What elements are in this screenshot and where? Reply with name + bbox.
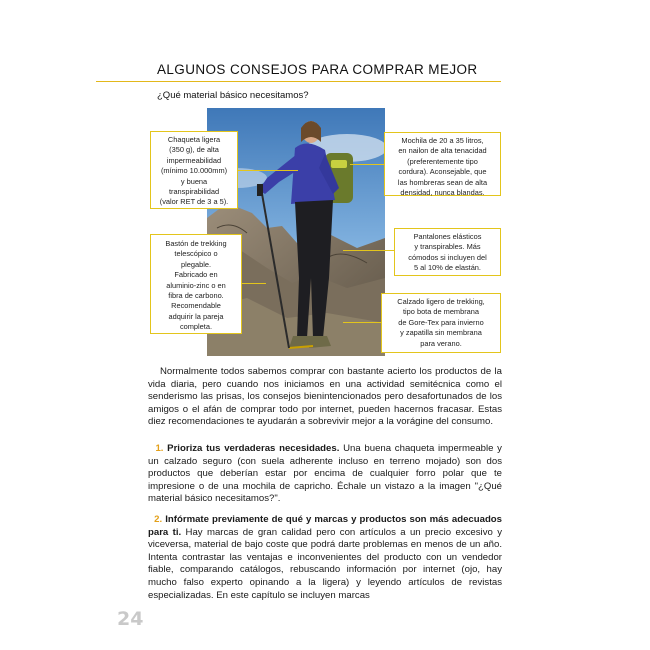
tip-title: Infórmate previamente de qué y marcas y productos son más adecuados para ti.: [148, 514, 502, 538]
chapter-title: ALGUNOS CONSEJOS PARA COMPRAR MEJOR: [157, 62, 478, 77]
callout-line: en nailon de alta tenacidad: [398, 146, 487, 156]
callout-backpack: [384, 132, 501, 196]
callout-line: impermeabilidad: [166, 155, 222, 165]
tip-title: Prioriza tus verdaderas necesidades.: [167, 443, 340, 454]
callout-line: de Gore-Tex para invierno: [398, 317, 484, 327]
callout-line: densidad, nunca blandas.: [400, 188, 485, 198]
tip-1-paragraph: [148, 443, 502, 506]
callout-line: 5 al 10% de elastán.: [414, 263, 481, 273]
callout-line: tipo bota de membrana: [402, 307, 479, 317]
connector-line: [242, 283, 266, 284]
callout-line: Mochila de 20 a 35 litros,: [401, 136, 484, 145]
callout-line: aluminio-zinc o en: [166, 280, 226, 290]
callout-line: Chaqueta ligera: [167, 135, 221, 144]
intro-paragraph: Normalmente todos sabemos comprar con bastante acierto los productos de la vida diaria, pero cuando nos iniciamos en una actividad semitécnica como el senderismo las prisas, los consejos bienintencionados pero desafortunados de los amigos o el afán de comprar todo por internet, pueden hacernos fracasar. Estas diez recomendaciones te ayudarán a sobrevivir mejor a la vorágine del consumo.: [148, 366, 502, 428]
tip-2-paragraph: [148, 514, 502, 602]
callout-line: y transpirables. Más: [414, 242, 481, 252]
callout-trekking-pole: [150, 234, 242, 334]
connector-line: [238, 170, 298, 171]
callout-line: telescópico o: [174, 249, 218, 259]
connector-line: [343, 250, 394, 251]
callout-pants: [394, 228, 501, 276]
callout-line: cómodos si incluyen del: [408, 252, 487, 262]
callout-line: transpirabilidad: [168, 187, 220, 197]
callout-line: y zapatilla sin membrana: [400, 328, 482, 338]
tip-number: 2.: [154, 514, 163, 525]
callout-line: plegable.: [181, 259, 211, 269]
callout-line: cordura). Aconsejable, que: [398, 167, 487, 177]
tip-text: Una buena chaqueta impermeable y un calzado seguro (con suela adherente incluso en terreno mojado) son dos productos que deberían estar por encima de cualquier forro polar que te impresione o de una mochila de capricho. Échale un vistazo a la imagen "¿Qué material básico necesitamos?".: [148, 443, 502, 505]
callout-line: y buena: [180, 176, 208, 186]
callout-line: Bastón de trekking: [165, 239, 227, 248]
callout-line: (preferentemente tipo: [407, 156, 478, 166]
callout-line: (mínimo 10.000mm): [160, 166, 228, 176]
callout-line: las hombreras sean de alta: [397, 177, 488, 187]
callout-footwear: [381, 293, 501, 353]
callout-line: (350 g), de alta: [169, 145, 219, 155]
callout-line: Pantalones elásticos: [413, 232, 482, 241]
connector-line: [343, 322, 381, 323]
page-number: 24: [117, 608, 144, 630]
callout-jacket: [150, 131, 238, 209]
figure-subtitle: ¿Qué material básico necesitamos?: [157, 90, 309, 101]
tip-number: 1.: [155, 443, 164, 454]
callout-line: adquirir la pareja: [168, 311, 224, 321]
header-divider: [96, 81, 501, 82]
callout-line: (valor RET de 3 a 5).: [159, 197, 229, 207]
tip-text: Hay marcas de gran calidad pero con artículos a un precio excesivo y viceversa, material de bajo coste que podrá darte problemas en menos de un año. Intenta contrastar las ventajas e inconvenientes del producto con un vendedor fiable, comparando catálogos, rebuscando información por internet (ojo, hay mucho falso experto opinando a la ligera) y leyendo artículos de revistas especializadas. En este capítulo se incluyen marcas: [148, 526, 502, 601]
callout-line: para verano.: [420, 338, 462, 348]
callout-line: completa.: [179, 322, 213, 332]
connector-line: [350, 164, 384, 165]
callout-line: Fabricado en: [174, 270, 218, 280]
callout-line: Recomendable: [171, 301, 221, 311]
callout-line: fibra de carbono.: [168, 291, 224, 301]
callout-line: Calzado ligero de trekking,: [397, 297, 485, 306]
